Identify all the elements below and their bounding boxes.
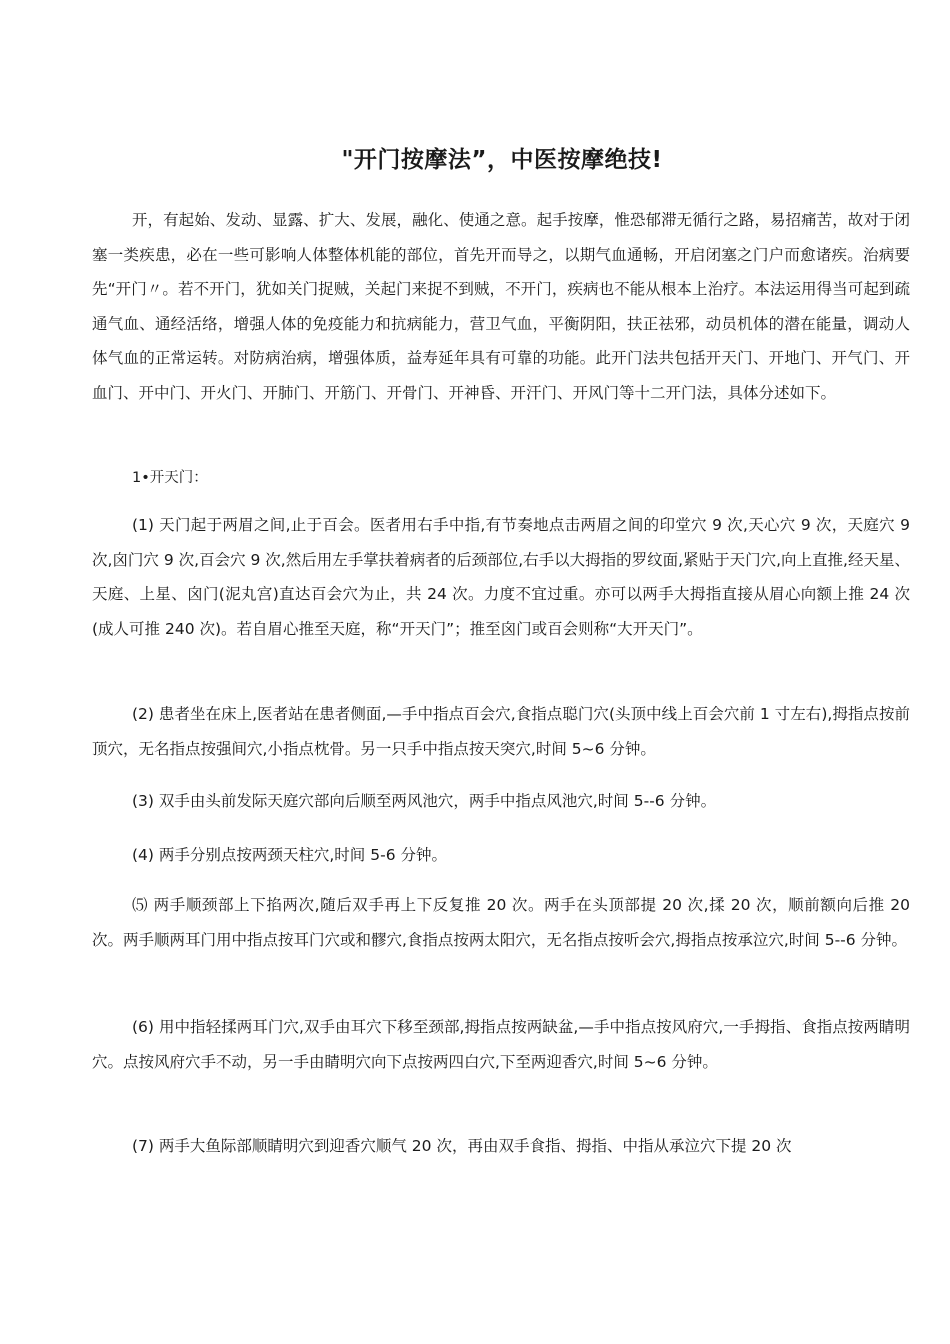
intro-paragraph: 开，有起始、发动、显露、扩大、发展，融化、使通之意。起手按摩，惟恐郁滞无循行之路，易招痛苦，故对于闭塞一类疾患，必在一些可影响人体整体机能的部位，首先开而导之，以期气血通畅，开启闭塞之门户而愈诸疾。治病要先“开门〃。若不开门，犹如关门捉贼，关起门来捉不到贼，不开门，疾病也不能从根本上治疗。本法运用得当可起到疏通气血、通经活络，增强人体的免疫能力和抗病能力，营卫气血，平衡阴阳，扶正祛邪，动员机体的潜在能量，调动人体气血的正常运转。对防病治病，增强体质，益寿延年具有可靠的功能。此开门法共包括开天门、开地门、开气门、开血门、开中门、开火门、开肺门、开筋门、开骨门、开神昏、开汗门、开风门等十二开门法，具体分述如下。	[92, 211, 910, 402]
step-paragraph-5: ⑸ 两手顺颈部上下掐两次,随后双手再上下反复推 20 次。两手在头顶部提 20 次,揉 20 次，顺前额向后推 20 次。两手顺两耳门用中指点按耳门穴或和髎穴,食指点按两太阳穴，无名指点按听会穴,拇指点按承泣穴,时间 5--6 分钟。	[92, 896, 910, 949]
step-paragraph-3: (3) 双手由头前发际天庭穴部向后顺至两风池穴，两手中指点风池穴,时间 5--6 分钟。	[132, 792, 717, 810]
step-paragraph-2: (2) 患者坐在床上,医者站在患者侧面,—手中指点百会穴,食指点聪门穴(头顶中线上百会穴前 1 寸左右),拇指点按前顶穴，无名指点按强间穴,小指点枕骨。另一只手中指点按天突穴,时间 5~6 分钟。	[92, 705, 910, 758]
document-title: "开门按摩法”，中医按摩绝技!	[341, 147, 663, 173]
step-paragraph-7: (7) 两手大鱼际部顺睛明穴到迎香穴顺气 20 次，再由双手食指、拇指、中指从承泣穴下提 20 次	[132, 1137, 792, 1155]
step-paragraph-6: (6) 用中指轻揉两耳门穴,双手由耳穴下移至颈部,拇指点按两缺盆,—手中指点按风府穴,一手拇指、食指点按两睛明穴。点按风府穴手不动，另一手由睛明穴向下点按两四白穴,下至两迎香穴,时间 5~6 分钟。	[92, 1018, 910, 1071]
step-paragraph-1: (1) 天门起于两眉之间,止于百会。医者用右手中指,有节奏地点击两眉之间的印堂穴 9 次,天心穴 9 次，天庭穴 9 次,囟门穴 9 次,百会穴 9 次,然后用左手掌扶着病者的后颈部位,右手以大拇指的罗纹面,紧贴于天门穴,向上直推,经天星、天庭、上星、囟门(泥丸宫)直达百会穴为止，共 24 次。力度不宜过重。亦可以两手大拇指直接从眉心向额上推 24 次(成人可推 240 次)。若自眉心推至天庭，称“开天门”；推至囟门或百会则称“大开天门”。	[92, 516, 910, 638]
step-paragraph-4: (4) 两手分别点按两颈天柱穴,时间 5-6 分钟。	[132, 846, 447, 864]
section-heading: 1•开天门：	[132, 470, 208, 486]
